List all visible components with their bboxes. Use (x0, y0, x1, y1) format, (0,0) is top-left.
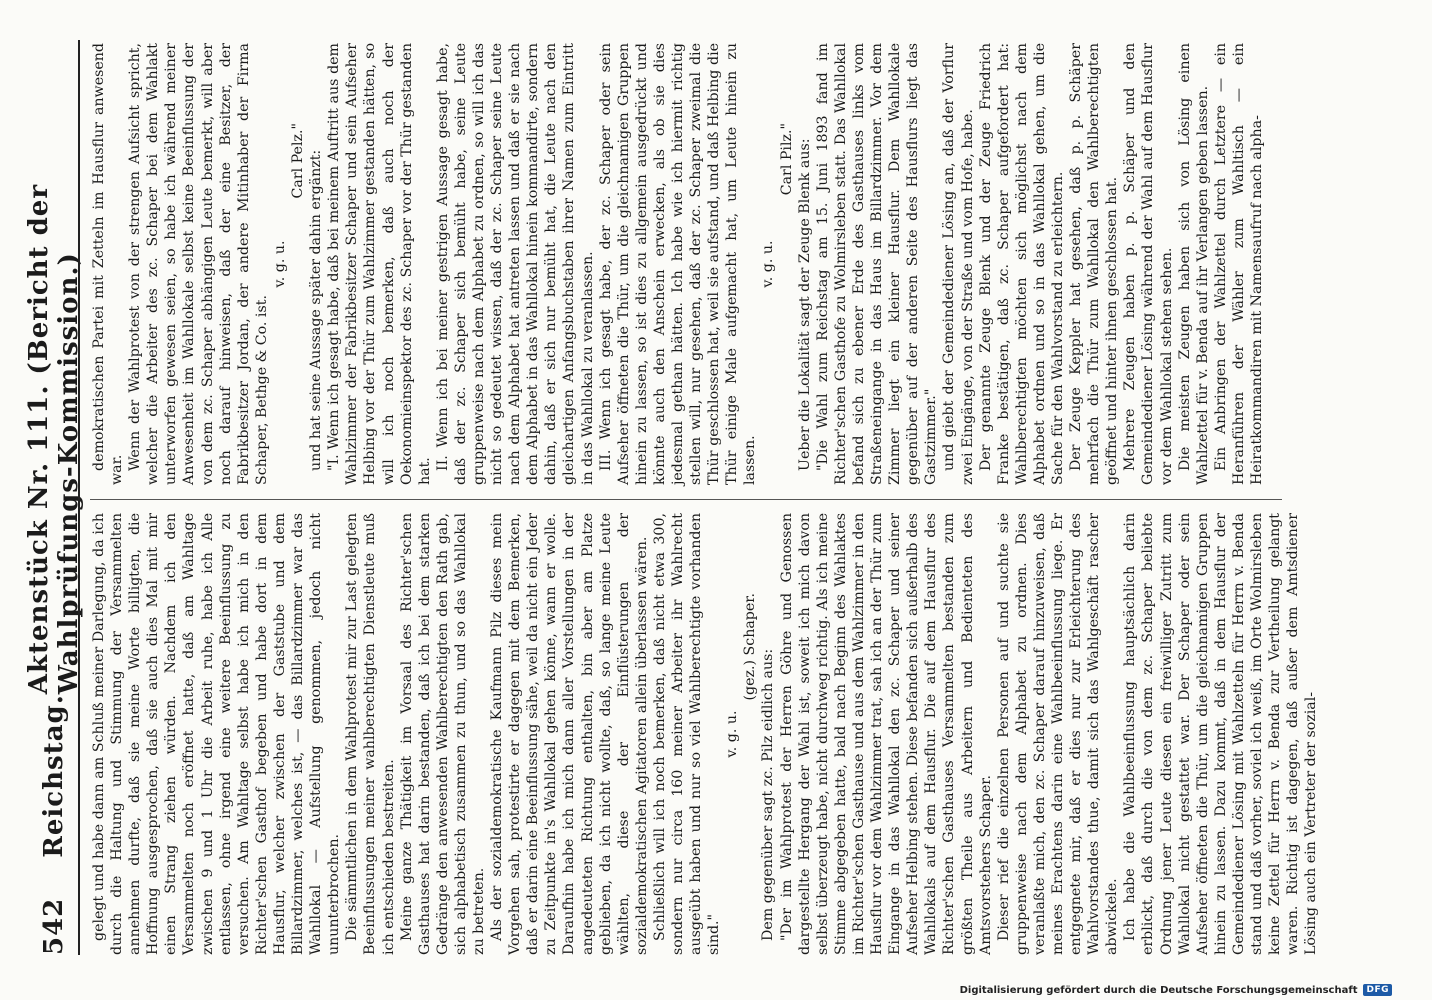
paragraph: Ueber die Lokalität sagt der Zeuge Blenk aus: (796, 138, 813, 471)
text-column-right (90, 43, 1282, 485)
paragraph: gelegt und habe dann am Schluß meiner Darlegung, da ich durch die Haltung und Stimmung der Versammelten annehmen durfte, daß sie meine Worte billigten, die Hoffnung ausgesprochen, daß sie auch dies Mal mit mir einen Strang ziehen würden. Nachdem ich den Versammelten noch eröffnet hatte, daß am Wahltage zwischen 9 und 1 Uhr die Arbeit ruhe, habe ich Alle entlassen, ohne irgend eine weitere Beeinflussung zu versuchen. Am Wahltage selbst habe ich mich in den Richter'schen Gasthof begeben und habe dort in dem Hausflur, welcher zwischen der Gaststube und dem Billardzimmer, welches ist, — das Billardzimmer war das Wahllokal — Aufstellung genommen, jedoch nicht ununterbrochen. (91, 513, 343, 955)
text-column-left (90, 513, 1320, 955)
paragraph: (gez.) Schaper. (742, 593, 759, 701)
paragraph: v. g. u. (760, 240, 777, 288)
paragraph: v. g. u. (271, 240, 288, 288)
paragraph: Wenn der Wahlprotest von der strengen Aufsicht spricht, welcher die Arbeiter des zc. Schaper bei dem Wahlakt unterworfen gewesen seien, so habe ich während meiner Anwesenheit im Wahllokale selbst keine Beeinflussung der von dem zc. Schaper abhängigen Leute bemerkt, will aber noch darauf hinweisen, daß der eine Besitzer, der Fabrikbesitzer Jordan, der andere Mitinhaber der Firma Schaper, Bethge & Co. ist. (127, 43, 270, 485)
paragraph: "Die Wahl zum Reichstag am 15. Juni 1893 fand im Richter'schen Gasthofe zu Wolmirsleben statt. Das Wahllokal befand sich zu ebener Erde des Gasthauses links vom Straßeneingange in das Haus im Billardzimmer. Vor dem Zimmer liegt ein kleiner Hausflur. Dem Wahllokale gegenüber auf der anderen Seite des Hausflurs liegt das Gastzimmer." (814, 43, 940, 485)
paragraph: Dieser rief die einzelnen Personen auf und suchte sie gruppenweise nach dem Alphabet zu ordnen. Dies veranlaßte mich, den zc. Schaper darauf hinzuweisen, daß meines Erachtens darin eine Wahlbeeinflussung liege. Er entgegnete mir, daß er dies nur zur Erleichterung des Wahlvorstandes thue, damit sich das Wahlgeschäft rascher abwickele. (995, 513, 1121, 955)
dfg-logo: DFG (1363, 984, 1392, 996)
paragraph: Der Zeuge Keppler hat gesehen, daß p. p. Schäper mehrfach die Thür zum Wahllokal den Wahlberechtigten geöffnet und hinter ihnen geschlossen hat. (1068, 43, 1121, 485)
paragraph: "Der im Wahlprotest der Herren Göhre und Genossen dargestellte Hergang der Wahl ist, soweit ich mich davon selbst überzeugt habe, nicht durchweg richtig. Als ich meine Stimme abgegeben hatte, bald nach Beginn des Wahlaktes im Richter'schen Gasthause und aus dem Wahlzimmer in den Hausflur vor dem Wahlzimmer trat, sah ich an der Thür zum Eingange in das Wahllokal den zc. Schaper und seiner Aufseher Helbing stehen. Diese befanden sich außerhalb des Wahllokals auf dem Hausflur. Die auf dem Hausflur des Richter'schen Gasthauses Versammelten bestanden zum größten Theile aus Arbeitern und Bedienteten des Amtsvorstehers Schaper. (778, 513, 994, 955)
paragraph: Ich habe die Wahlbeeinflussung hauptsächlich darin erblickt, daß durch die von dem zc. Schaper beliebte Ordnung jener Leute diesen ein freiwilliger Zutritt zum Wahllokal nicht gestattet war. Der Schaper oder sein Aufseher öffneten die Thür, um die gleichnamigen Gruppen hinein zu lassen. Dazu kommt, daß in dem Hausflur der Gemeindediener Lösing mit Wahlzetteln für Herrn v. Benda stand und daß vorher, soviel ich weiß, im Orte Wolmirsleben keine Zettel für Herrn v. Benda zur Vertheilung gelangt waren. Richtig ist dagegen, daß außer dem Amtsdiener Lösing auch ein Vertreter der sozial- (1122, 513, 1320, 955)
paragraph: und hat seine Aussage später dahin ergänzt: (308, 149, 325, 471)
paragraph: und giebt der Gemeindediener Lösing an, daß der Vorflur zwei Eingänge, von der Straße und vom Hofe, habe. (941, 43, 976, 485)
header-right-title: Aktenstück Nr. 111. (Bericht der Wahlprüfungs-Kommission.) (24, 183, 84, 695)
paragraph: v. g. u. (724, 710, 741, 758)
page-header (24, 40, 84, 955)
paragraph: Schließlich will ich noch bemerken, daß nicht etwa 300, sondern nur circa 160 meiner Arbeiter ihr Wahlrecht ausgeübt haben und nur so viel Wahlberechtigte vorhanden sind." (651, 513, 723, 955)
paragraph: Die meisten Zeugen haben sich von Lösing einen Wahlzettel für v. Benda auf ihr Verlangen geben lassen. (1176, 43, 1211, 485)
paragraph: Der genannte Zeuge Blenk und der Zeuge Friedrich Franke bestätigen, daß zc. Schaper aufgefordert hat: Wahlberechtigten möchten sich möglichst nach dem Alphabet ordnen und so in das Wahllokal gehen, um die Sache für den Wahlvorstand zu erleichtern. (977, 43, 1066, 485)
paragraph: Mehrere Zeugen haben p. p. Schäper und den Gemeindediener Lösing während der Wahl auf dem Hausflur vor dem Wahllokal stehen sehen. (1122, 43, 1175, 485)
paragraph: Die sämmtlichen in dem Wahlprotest mir zur Last gelegten Beeinflussungen meiner wahlberechtigten Dienstleute muß ich entschieden bestreiten. (344, 513, 397, 955)
paragraph: Carl Pilz." (778, 123, 795, 196)
paragraph: II. Wenn ich bei meiner gestrigen Aussage gesagt habe, daß der zc. Schaper sich bemüht habe, seine Leute gruppenweise nach dem Alphabet zu ordnen, so will ich das nicht so gedeutet wissen, daß der zc. Schaper seine Leute nach dem Alphabet hat antreten lassen und daß er sie nach dem Alphabet in das Wahllokal hinein kommandirte, sondern dahin, daß er sich nur bemüht hat, die Leute nach den gleichartigen Anfangsbuchstaben ihrer Namen zum Eintritt in das Wahllokal zu veranlassen. (434, 43, 596, 485)
footer-credit: Digitalisierung gefördert durch die Deutsche Forschungsgemeinschaft (959, 984, 1358, 996)
paragraph: III. Wenn ich gesagt habe, der zc. Schaper oder sein Aufseher öffneten die Thür, um die gleichnamigen Gruppen hinein zu lassen, so ist dies zu allgemein ausgedrückt und könnte auch den Anschein erwecken, als ob sie dies jedesmal gethan hätten. Ich habe wie ich hiermit richtig stellen will, nur gesehen, daß der zc. Schaper zweimal die Thür geschlossen hat, weil sie aufstand, und daß Helbing die Thür einige Male aufgemacht hat, um Leute hinein zu lassen. (597, 43, 759, 485)
header-left-group (39, 694, 69, 955)
paragraph: Dem gegenüber sagt zc. Pilz eidlich aus: (760, 648, 777, 941)
column-divider (90, 499, 1282, 500)
paragraph: Ein Anbringen der Wahlzettel durch Letztere — ein Heranführen der Wähler zum Wahltisch — ein Heiratkommandiren mit Namensaufruf nach alpha- (1212, 43, 1265, 485)
paragraph: Meine ganze Thätigkeit im Vorsaal des Richter'schen Gasthauses hat darin bestanden, daß ich bei dem starken Gedränge den anwesenden Wahlberechtigten den Rath gab, sich alphabetisch zusammen zu thun, und so das Wahllokal zu betreten. (398, 513, 487, 955)
page-number: 542 (39, 897, 69, 955)
header-rule (78, 40, 80, 955)
header-left-title: Reichstag. (39, 694, 69, 858)
paragraph: Als der sozialdemokratische Kaufmann Pilz dieses mein Vorgehen sah, protestirte er dagegen mit dem Bemerken, daß er darin eine Beeinflussung sähe, weil da nicht ein Jeder zu Zeitpunkte in's Wahllokal gehen könne, wann er wolle. Daraufhin habe ich mich dann aller Vorstellungen in der angedeuteten Richtung enthalten, bin aber am Platze geblieben, da ich nicht wollte, daß, so lange meine Leute wählten, diese der Einflüsterungen der sozialdemokratischen Agitatoren allein überlassen wären. (489, 513, 650, 955)
paragraph: "I. Wenn ich gesagt habe, daß bei meinem Auftritt aus dem Wahlzimmer der Fabrikbesitzer Schaper und sein Aufseher Helbing vor der Thür zum Wahlzimmer gestanden hätten, so will ich noch bemerken, daß auch noch der Oekonomieinspektor des zc. Schaper vor der Thür gestanden hat. (326, 43, 433, 485)
paragraph: demokratischen Partei mit Zetteln im Hausflur anwesend war. (91, 43, 126, 485)
page-footer (960, 984, 1392, 996)
paragraph: Carl Pelz." (290, 123, 307, 199)
